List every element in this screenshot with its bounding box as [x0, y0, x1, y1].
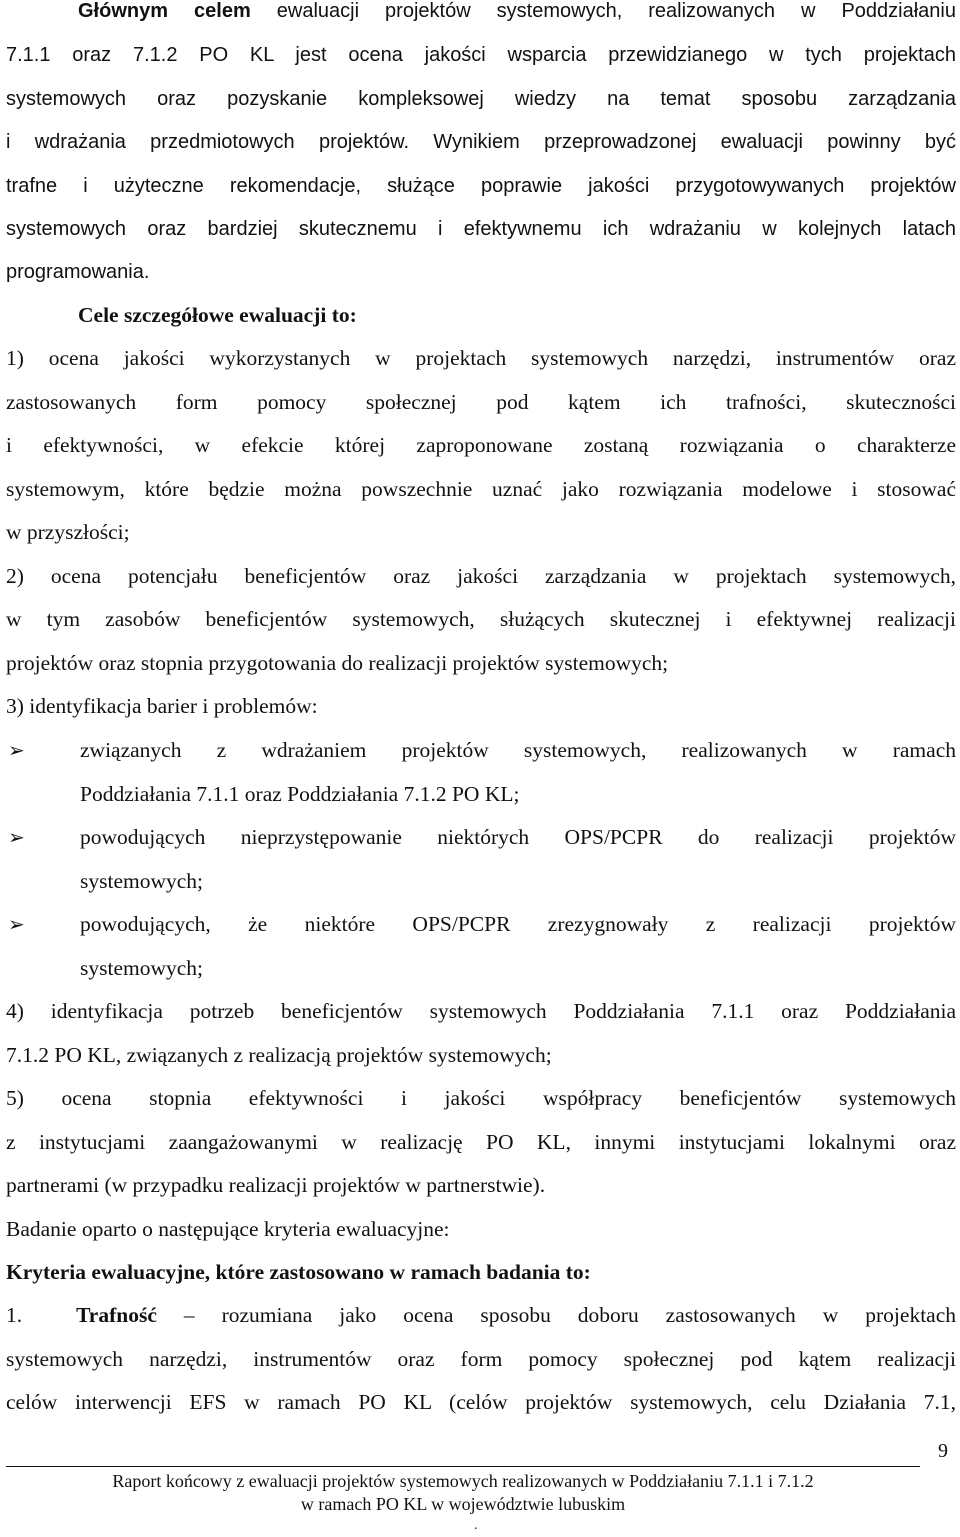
criteria-intro: Badanie oparto o następujące kryteria ewaluacyjne: [6, 1217, 450, 1241]
intro-line-2: 7.1.1 oraz 7.1.2 PO KL jest ocena jakości wsparcia przewidzianego w tych projektach [6, 44, 956, 66]
footer-line-2: w ramach PO KL w województwie lubuskim [300, 1494, 626, 1514]
goal-5-line-3: partnerami (w przypadku realizacji projektów w partnerstwie). [6, 1173, 546, 1197]
goal-4-line-2: 7.1.2 PO KL, związanych z realizacją projektów systemowych; [6, 1043, 552, 1067]
goal-2-line-1: 2) ocena potencjału beneficjentów oraz jakości zarządzania w projektach systemowych, [6, 564, 956, 588]
goal-2-line-2: w tym zasobów beneficjentów systemowych, służących skutecznej i efektywnej realizacji [6, 607, 956, 631]
intro-lead: Głównym celem [78, 0, 251, 22]
goal-4-line-1: 4) identyfikacja potrzeb beneficjentów systemowych Poddziałania 7.1.1 oraz Poddziałania [6, 999, 956, 1023]
criterion-1-line-3: celów interwencji EFS w ramach PO KL (celów projektów systemowych, celu Działania 7.1, [6, 1390, 956, 1414]
criteria-heading: Kryteria ewaluacyjne, które zastosowano w ramach badania to: [6, 1260, 591, 1284]
goal-1-line-1: 1) ocena jakości wykorzystanych w projektach systemowych narzędzi, instrumentów oraz [6, 346, 956, 370]
bullet-2-line-2: systemowych; [80, 869, 204, 893]
criterion-1-line-1: 1. Trafność – rozumiana jako ocena sposobu doboru zastosowanych w projektach [6, 1303, 956, 1327]
footer-divider [6, 1466, 920, 1467]
goal-3: 3) identyfikacja barier i problemów: [6, 694, 318, 718]
goals-heading: Cele szczegółowe ewaluacji to: [78, 303, 357, 327]
intro-line-4: i wdrażania przedmiotowych projektów. Wynikiem przeprowadzonej ewaluacji powinny być [6, 131, 956, 153]
page-number: 9 [938, 1440, 948, 1462]
goal-1-line-5: w przyszłości; [6, 520, 130, 544]
criterion-number: 1. [6, 1303, 23, 1327]
bullet-2-line-1: powodujących nieprzystępowanie niektórych OPS/PCPR do realizacji projektów [80, 825, 956, 849]
goal-2-line-3: projektów oraz stopnia przygotowania do realizacji projektów systemowych; [6, 651, 669, 675]
footer-dot: . [474, 1518, 478, 1533]
arrowhead-bullet-icon: ➢ [8, 825, 25, 849]
bullet-1-line-2: Poddziałania 7.1.1 oraz Poddziałania 7.1.2 PO KL; [80, 782, 520, 806]
goal-1-line-4: systemowym, które będzie można powszechnie uznać jako rozwiązania modelowe i stosować [6, 477, 956, 501]
bullet-3-line-1: powodujących, że niektóre OPS/PCPR zrezygnowały z realizacji projektów [80, 912, 956, 936]
intro-line-1: Głównym celem ewaluacji projektów systemowych, realizowanych w Poddziałaniu [78, 0, 956, 22]
bullet-1-line-1: związanych z wdrażaniem projektów systemowych, realizowanych w ramach [80, 738, 956, 762]
footer-line-1: Raport końcowy z ewaluacji projektów systemowych realizowanych w Poddziałaniu 7.1.1 i 7.1.2 [112, 1471, 814, 1491]
criterion-1-line-2: systemowych narzędzi, instrumentów oraz form pomocy społecznej pod kątem realizacji [6, 1347, 956, 1371]
goal-5-line-1: 5) ocena stopnia efektywności i jakości współpracy beneficjentów systemowych [6, 1086, 956, 1110]
intro-line-5: trafne i użyteczne rekomendacje, służące poprawie jakości przygotowywanych projektów [6, 175, 956, 197]
intro-line-7: programowania. [6, 261, 150, 283]
arrowhead-bullet-icon: ➢ [8, 738, 25, 762]
intro-line-6: systemowych oraz bardziej skutecznemu i efektywnemu ich wdrażaniu w kolejnych latach [6, 218, 956, 240]
goal-1-line-3: i efektywności, w efekcie której zaproponowane zostaną rozwiązania o charakterze [6, 433, 956, 457]
goal-5-line-2: z instytucjami zaangażowanymi w realizację PO KL, innymi instytucjami lokalnymi oraz [6, 1130, 956, 1154]
intro-line-3: systemowych oraz pozyskanie kompleksowej wiedzy na temat sposobu zarządzania [6, 88, 956, 110]
goal-1-line-2: zastosowanych form pomocy społecznej pod kątem ich trafności, skuteczności [6, 390, 956, 414]
criterion-term: Trafność [76, 1303, 157, 1327]
arrowhead-bullet-icon: ➢ [8, 912, 25, 936]
bullet-3-line-2: systemowych; [80, 956, 204, 980]
